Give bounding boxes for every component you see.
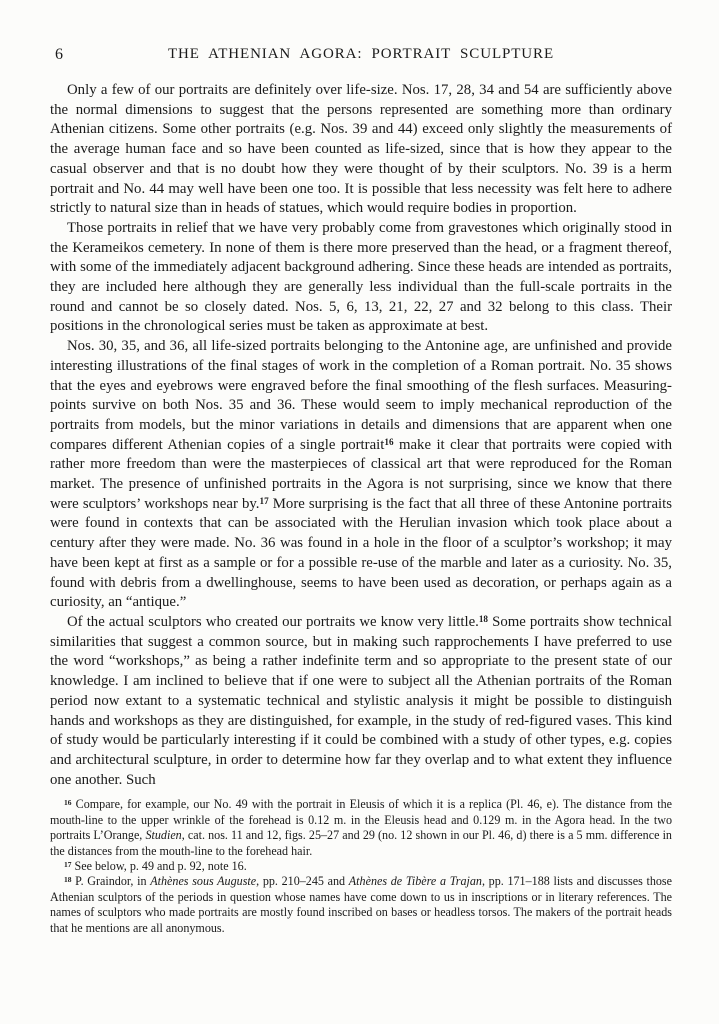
footnotes <box>50 797 672 936</box>
footnote-18 <box>50 874 672 936</box>
text-run: Of the actual sculptors who created our portraits we know very little. <box>67 613 479 630</box>
italic-text: Athènes de Tibère a Trajan <box>348 874 482 889</box>
body-paragraph <box>50 613 672 790</box>
italic-text: Studien <box>145 828 182 843</box>
footnote-17 <box>50 859 672 874</box>
footnote-reference: 17 <box>64 859 72 869</box>
text-run: make it clear that portraits were copied with rather more freedom than were the masterpieces of classical art that were reproduced for the Roman market. The presence of unfinished portraits in the Agora is not surprising, since we know that there were sculptors’ workshops near by. <box>50 436 672 512</box>
text-run: More surprising is the fact that all three of these Antonine portraits were found in contexts that can be associated with the Herulian invasion which took place about a century after they were made. No. 36 was found in a hole in the floor of a sculptor’s workshop; it may have been kept at first as a sample or for a possible re-use of the marble and later as a curiosity. No. 35, found with debris from a dwellinghouse, seems to have been used as decoration, or perhaps again as a curiosity, an “antique.” <box>50 495 673 611</box>
body-paragraph <box>50 337 672 613</box>
body-paragraph <box>50 219 672 337</box>
body-paragraph <box>50 81 672 219</box>
text-run: Some portraits show technical similarities that suggest a common source, but in making such rapprochements I have preferred to use the word “workshops,” as being a rather indefinite term and so appropriate to the present state of our knowledge. I am inclined to believe that if one were to subject all the Athenian portraits of the Roman period now extant to a systematic technical and stylistic analysis it might be possible to distinguish hands and workshops as they are distinguished, for example, in the study of red-figured vases. This kind of study would be particularly interesting if it could be combined with a study of other types, e.g. copies and architectural sculpture, in order to determine how far they overlap and to what extent they influence one another. Such <box>50 613 672 788</box>
text-run: , pp. 210–245 and <box>256 874 349 889</box>
text-run: Only a few of our portraits are definitely over life-size. Nos. 17, 28, 34 and 54 are sufficiently above the normal dimensions to suggest that the persons represented are something more than ordinary Athenian citizens. Some other portraits (e.g. Nos. 39 and 44) exceed only slightly the measurements of the average human face and so have been counted as life-sized, since that is how they appear to the casual observer and that is no doubt how they were thought of by their sculptors. No. 39 is a herm portrait and No. 44 may well have been one too. It is possible that less necessity was felt here to adhere strictly to natural size than in heads of statues, which would require bodies in proportion. <box>50 82 672 217</box>
footnote-16 <box>50 797 672 859</box>
footnote-reference: 17 <box>259 495 269 506</box>
footnote-reference: 18 <box>64 875 72 885</box>
text-run: Nos. 30, 35, and 36, all life-sized portraits belonging to the Antonine age, are unfinished and provide interesting illustrations of the final stages of work in the completion of a Roman portrait. No. 35 shows that the eyes and eyebrows were engraved before the final smoothing of the flesh surfaces. Measuring-points survive on both Nos. 35 and 36. These would seem to imply mechanical reproduction of the portraits from models, but the minor variations in details and dimensions that are apparent when one compares different Athenian copies of a single portrait <box>50 338 672 453</box>
text-run: See below, p. 49 and p. 92, note 16. <box>71 858 247 873</box>
footnote-reference: 18 <box>478 614 488 625</box>
text-run: P. Graindor, in <box>71 874 151 889</box>
body-text <box>50 81 672 790</box>
text-run: , pp. 171–188 lists and discusses those Athenian sculptors of the periods in question whose names have come down to us in inscriptions or in literary references. The names of sculptors who made portraits are mostly found inscribed on bases or headless torsos. The makers of the portrait heads that he mentions are all anonymous. <box>50 874 673 935</box>
page-header <box>50 46 672 68</box>
text-run: Compare, for example, our No. 49 with the portrait in Eleusis of which it is a replica (Pl. 46, e). The distance from the mouth-line to the upper wrinkle of the forehead is 0.12 m. in the Eleusis head and 0.129 m. in the Agora head. In the two portraits L’Orange, <box>50 797 672 843</box>
text-run: Those portraits in relief that we have very probably come from gravestones which originally stood in the Kerameikos cemetery. In none of them is there more preserved than the head, or a fragment thereof, with some of the immediately adjacent background adhering. Since these heads are intended as portraits, they are included here although they are generally less individual than the full-scale portraits in the round and cannot be so closely dated. Nos. 5, 6, 13, 21, 22, 27 and 32 belong to this class. Their positions in the chronological series must be taken as approximate at best. <box>50 219 672 335</box>
italic-text: Athènes sous Auguste <box>150 874 257 889</box>
footnote-reference: 16 <box>384 436 394 447</box>
text-run: , cat. nos. 11 and 12, figs. 25–27 and 29 (no. 12 shown in our Pl. 46, d) there is a 5 mm. difference in the distances from the mouth-line to the forehead hair. <box>50 828 672 858</box>
running-title: THE ATHENIAN AGORA: PORTRAIT SCULPTURE <box>167 46 555 62</box>
footnote-reference: 16 <box>64 798 72 808</box>
page-number: 6 <box>55 46 63 63</box>
